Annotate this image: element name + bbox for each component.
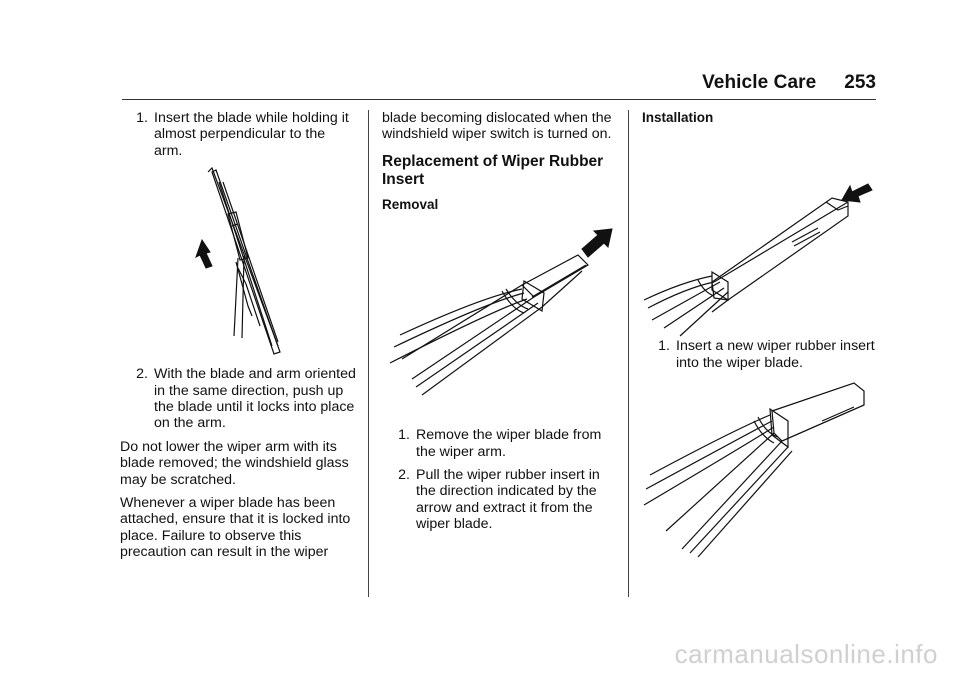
column-2 <box>382 110 618 540</box>
column-3 <box>642 110 878 561</box>
column-divider <box>628 110 629 597</box>
section-heading: Replacement of Wiper Rubber Insert <box>382 152 604 188</box>
step-number: 1. <box>136 110 148 126</box>
step-item <box>120 366 356 432</box>
watermark-text: carmanualsonline.info <box>674 639 938 669</box>
page-header <box>702 72 876 100</box>
column-1 <box>120 110 356 568</box>
figure-insert-complete <box>642 381 878 561</box>
figure-insert-installation <box>642 132 878 338</box>
step-text: With the blade and arm oriented in the same direction, push up the blade until it locks into place on the arm. <box>154 366 356 432</box>
step-text: Remove the wiper blade from the wiper arm. <box>416 427 602 460</box>
body-paragraph: Do not lower the wiper arm with its blade removed; the windshield glass may be scratched. <box>120 438 349 488</box>
step-item <box>120 110 356 159</box>
header-rule <box>122 99 876 100</box>
body-paragraph: blade becoming dislocated when the windshield wiper switch is turned on. <box>382 110 612 143</box>
figure-insert-removal <box>382 219 618 427</box>
step-number: 2. <box>136 366 148 383</box>
step-text: Insert the blade while holding it almost perpendicular to the arm. <box>154 110 349 159</box>
subheading-installation: Installation <box>642 110 714 125</box>
step-text: Insert a new wiper rubber insert into the wiper blade. <box>676 338 875 371</box>
step-item <box>382 467 618 533</box>
step-item <box>382 427 618 460</box>
section-title: Vehicle Care <box>702 72 817 93</box>
figure-blade-install <box>120 166 356 366</box>
step-number: 1. <box>658 338 670 355</box>
column-divider <box>368 110 369 597</box>
step-number: 1. <box>398 427 410 444</box>
step-item <box>642 338 878 371</box>
subheading-removal: Removal <box>382 196 439 212</box>
body-paragraph: Whenever a wiper blade has been attached, ensure that it is locked into place. Failure to observe this precaution can result in the wiper <box>120 495 351 561</box>
page-number: 253 <box>844 72 876 93</box>
step-number: 2. <box>398 467 410 484</box>
step-text: Pull the wiper rubber insert in the direction indicated by the arrow and extract it from the wiper blade. <box>416 467 600 533</box>
